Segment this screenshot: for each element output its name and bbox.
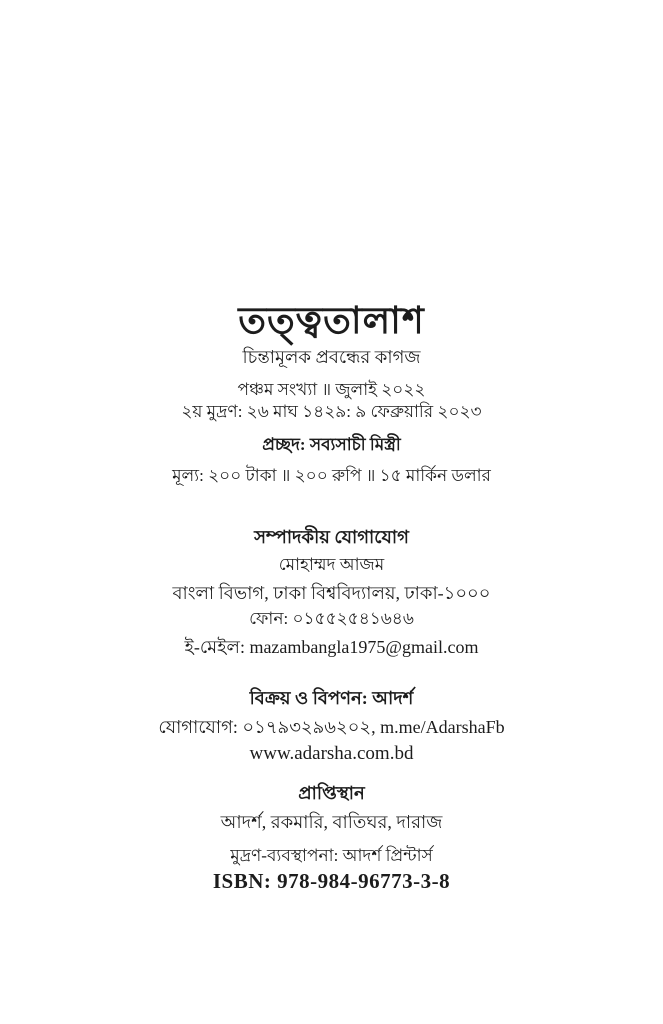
isbn-line: ISBN: 978-984-96773-3-8 — [212, 869, 451, 893]
editorial-address: বাংলা বিভাগ, ঢাকা বিশ্ববিদ্যালয়, ঢাকা-১০০০ — [172, 583, 491, 603]
print-edition-line: ২য় মুদ্রণ: ২৬ মাঘ ১৪২৯: ৯ ফেব্রুয়ারি ২০২৩ — [181, 402, 482, 421]
journal-subtitle: চিন্তামূলক প্রবন্ধের কাগজ — [242, 347, 421, 367]
cover-designer-line: প্রচ্ছদ: সব্যসাচী মিস্ত্রী — [262, 435, 401, 454]
price-line: মূল্য: ২০০ টাকা ॥ ২০০ রুপি ॥ ১৫ মার্কিন ডলার — [172, 466, 491, 485]
editorial-email: ই-মেইল: mazambangla1975@gmail.com — [184, 637, 479, 657]
issue-number-line: পঞ্চম সংখ্যা ॥ জুলাই ২০২২ — [237, 380, 426, 399]
editorial-contact-heading: সম্পাদকীয় যোগাযোগ — [254, 527, 409, 547]
editor-name: মোহাম্মদ আজম — [278, 555, 385, 574]
sales-distribution-heading: বিক্রয় ও বিপণন: আদর্শ — [249, 688, 414, 708]
sales-contact-line: যোগাযোগ: ০১৭৯৩২৯৬২০২, m.me/AdarshaFb — [158, 717, 505, 737]
editorial-phone: ফোন: ০১৫৫২৫৪১৬৪৬ — [249, 609, 414, 628]
sales-website: www.adarsha.com.bd — [249, 743, 414, 764]
print-management-line: মুদ্রণ-ব্যবস্থাপনা: আদর্শ প্রিন্টার্স — [230, 846, 433, 865]
availability-outlets: আদর্শ, রকমারি, বাতিঘর, দারাজ — [220, 812, 443, 832]
journal-logo-title: তত্ত্বতালাশ — [238, 298, 425, 342]
availability-heading: প্রাপ্তিস্থান — [298, 783, 365, 803]
